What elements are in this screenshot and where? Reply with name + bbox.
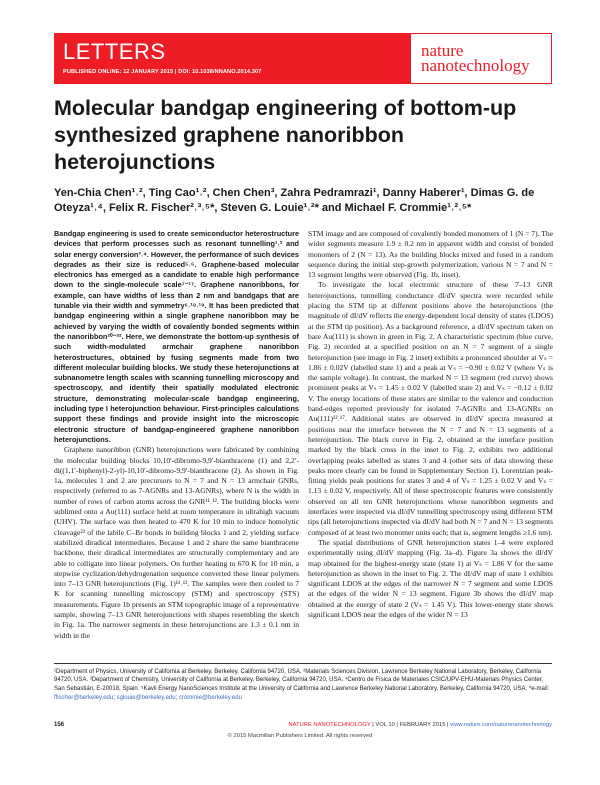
affiliations-footnote: ¹Department of Physics, University of California at Berkeley, Berkeley, California 94720, USA. ²Materials Sciences Division, Lawrence Berkeley National Laboratory, Berkeley, California 94720, USA. ³Department of Chemistry, University of California at Berkeley, Berkeley, California 94720, USA. ⁴Centro de Física de Materiales CSIC/UPV-EHU-Materials Physics Center, San Sebastián, E-20018, Spain. ⁵Kavli Energy NanoSciences Institute at the University of California and Lawrence Berkeley National Laboratory, Berkeley, California 94720, USA. *e-mail: ffischer@berkeley.edu; sglouie@berkeley.edu; crommie@berkeley.edu [54,668,550,701]
page-number: 156 [54,722,65,729]
journal-name: NATURE NANOTECHNOLOGY [288,722,371,729]
email-link-fischer[interactable]: ffischer@berkeley.edu [54,694,114,701]
journal-header-banner [54,33,552,84]
left-column [54,229,299,641]
logo-line-1: nature [421,41,464,60]
right-column [308,229,553,620]
affiliations-text: ¹Department of Physics, University of California at Berkeley, Berkeley, California 94720, USA. ²Materials Sciences Division, Lawrence Berkeley National Laboratory, Berkeley, California 94720, USA. ³Department of Chemistry, University of California at Berkeley, Berkeley, California 94720, USA. ⁴Centro de Física de Materiales CSIC/UPV-EHU-Materials Physics Center, San Sebastián, E-20018, Spain. ⁵Kavli Energy NanoSciences Institute at the University of California and Lawrence Berkeley National Laboratory, Berkeley, California 94720, USA. *e-mail: [54,668,550,693]
page-footer [54,722,552,728]
body-paragraph: Graphene nanoribbon (GNR) heterojunctions were fabricated by combining the molecular building blocks 10,10′-dibromo-9,9′-bianthracene (1) and 2,2′-di((1,1′-biphenyl)-2-yl)-10,10′-dibromo-9,9′-bianthracene (2). As shown in Fig. 1a, molecules 1 and 2 are precursors to N = 7 and N = 13 armchair GNRs, respectively (referred to as 7-AGNRs and 13-AGNRs), where N is the width in number of rows of carbon atoms across the GNR¹¹˒¹². The building blocks were sublimed onto a Au(111) surface held at room temperature in ultrahigh vacuum (UHV). The surface was then heated to 470 K for 10 min to induce homolytic cleavage²³ of the labile C–Br bonds in building blocks 1 and 2, yielding surface stabilized diradical intermediates. Because 1 and 2 share the same bianthracene backbone, their diradical intermediates are structurally complementary and are able to colligate into linear polymers. On further heating to 670 K for 10 min, a stepwise cyclization/dehydrogenation sequence converted these linear polymers into 7–13 GNR heterojunctions (Fig. 1)¹¹˒¹². The samples were then cooled to 7 K for scanning tunnelling microscopy (STM) and spectroscopy (STS) measurements. Figure 1b presents an STM topographic image of a representative sample, showing 7–13 GNR heterojunctions with shapes resembling the sketch in Fig. 1a. The narrower segments in these heterojunctions are 1.3 ± 0.1 nm in width in the [54,445,299,640]
section-label: LETTERS [63,39,166,64]
body-paragraph-continued: STM image and are composed of covalently bonded monomers of 1 (N = 7). The wider segments measure 1.9 ± 0.2 nm in apparent width and consist of bonded monomers of 2 (N = 13). As the building blocks mixed and fused in a random sequence during the initial step-growth polymerization, various N = 7 and N = 13 segment lengths were observed (Fig. 1b, inset). [308,229,553,280]
article-title: Molecular bandgap engineering of bottom-up synthesized graphene nanoribbon heterojunctions [54,96,517,174]
copyright: © 2015 Macmillan Publishers Limited. All rights reserved [227,733,373,740]
logo-line-2: nanotechnology [421,56,530,75]
journal-url-link[interactable]: www.nature.com/naturenanotechnology [450,722,552,729]
journal-footer [288,722,552,728]
two-column-body [54,229,553,641]
publication-info: PUBLISHED ONLINE: 12 JANUARY 2015 | DOI: 10.1038/NNANO.2014.307 [63,69,262,75]
abstract: Bandgap engineering is used to create semiconductor heterostructure devices that perform processes such as resonant tunnelling¹˒² and solar energy conversion³˒⁴. However, the performance of such devices degrades as their size is reduced⁵˒⁶. Graphene-based molecular electronics has emerged as a candidate to enable high performance down to the single-molecule scale⁷⁻¹⁷. Graphene nanoribbons, for example, can have widths of less than 2 nm and bandgaps that are tunable via their width and symmetry⁶˒¹⁸˒¹⁹. It has been predicted that bandgap engineering within a single graphene nanoribbon may be achieved by varying the width of covalently bonded segments within the nanoribbon²⁰⁻²². Here, we demonstrate the bottom-up synthesis of such width-modulated armchair graphene nanoribbon heterostructures, obtained by fusing segments made from two different molecular building blocks. We study these heterojunctions at subnanometre length scales with scanning tunnelling microscopy and spectroscopy, and identify their spatially modulated electronic structure, demonstrating molecular-scale bandgap engineering, including type I heterojunction behaviour. First-principles calculations support these findings and provide insight into the microscopic electronic structure of bandgap-engineered graphene nanoribbon heterojunctions. [54,229,299,444]
journal-logo [411,34,551,83]
body-paragraph: To investigate the local electronic structure of these 7–13 GNR heterojunctions, tunnelling conductance dI/dV spectra were recorded while placing the STM tip at different positions above the heterojunctions (the magnitude of dI/dV reflects the energy-dependent local density of states (LDOS) at the STM tip position). As a background reference, a dI/dV spectrum taken on bare Au(111) is shown in green in Fig. 2. A characteristic spectrum (blue curve, Fig. 2) recorded at a specified position on an N = 7 segment of a single heterojunction (see image in Fig. 2 inset) exhibits a pronounced shoulder at Vₛ = 1.86 ± 0.02V (labelled state 1) and a peak at Vₛ = −0.90 ± 0.02 V (where Vₛ is the sample voltage). In contrast, the marked N = 13 segment (red curve) shows prominent peaks at Vₛ = 1.45 ± 0.02 V (labelled state 2) and Vₛ = −0.12 ± 0.02 V. The energy locations of these states are similar to the valence and conduction band-edges reported previously for isolated 7-AGNRs and 13-AGNRs on Au(111)¹²˒¹⁷. Additional states are observed in dI/dV spectra measured at positions near the interface between the N = 7 and N = 13 segments of a heterojunction. The black curve in Fig. 2, obtained at the interface position marked by the black cross in the inset to Fig. 2, exhibits two additional overlapping peaks labelled as states 3 and 4 (other sets of data showing these peaks more clearly can be found in Supplementary Section 1). Lorentzian peak-fitting yields peak positions for states 3 and 4 of Vₛ = 1.25 ± 0.02 V and Vₛ = 1.13 ± 0.02 V, respectively. All of these spectroscopic features were consistently observed on all ten GNR heterojunctions whose nanoribbon segments and interfaces were inspected via dI/dV tunnelling spectroscopy using different STM tips (all heterojunctions inspected via dI/dV had both N = 7 and N = 13 segments composed of at least two monomer units each; that is, segment lengths ≥1.6 nm). [308,280,554,537]
issue-info: | VOL 10 | FEBRUARY 2015 | [370,722,451,729]
email-link-crommie[interactable]: crommie@berkeley.edu [178,694,242,701]
author-list: Yen-Chia Chen¹˒², Ting Cao¹˒², Chen Chen³, Zahra Pedramrazi¹, Danny Haberer¹, Dimas G. de Oteyza¹˒⁴, Felix R. Fischer²˒³˒⁵*, Steven G. Louie¹˒²* and Michael F. Crommie¹˒²˒⁵* [54,187,535,214]
body-paragraph: The spatial distributions of GNR heterojunction states 1–4 were explored experimentally using dI/dV mapping (Fig. 3a–d). Figure 3a shows the dI/dV map obtained for the highest-energy state (state 1) at Vₛ = 1.86 V for the same heterojunction as shown in the inset to Fig. 2. The dI/dV map of state 1 exhibits significant LDOS at the edges of the narrower N = 7 segment and some LDOS at the edges of the wider N = 13 segment. Figure 3b shows the dI/dV map obtained at the energy of state 2 (Vₛ = 1.45 V). This lower-energy state shows significant LDOS near the edges of the wider N = 13 [308,537,553,619]
footnote-divider [54,663,552,664]
email-link-louie[interactable]: sglouie@berkeley.edu [116,694,176,701]
